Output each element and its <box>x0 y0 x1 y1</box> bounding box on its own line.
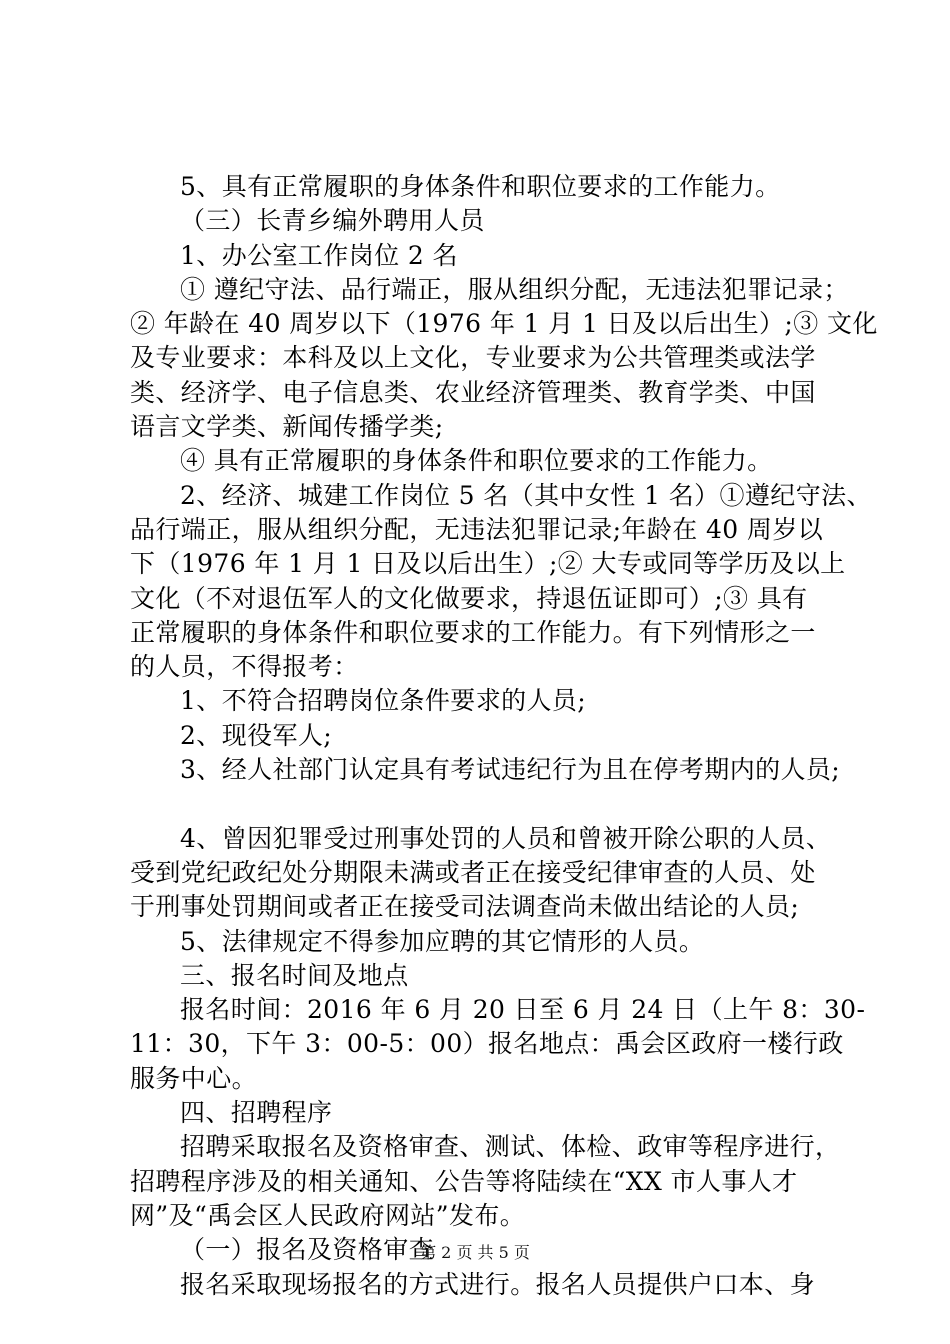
paragraph-line: ② 年龄在 40 周岁以下（1976 年 1 月 1 日及以后出生）;③ 文化 <box>130 309 878 339</box>
paragraph-line: 5、具有正常履职的身体条件和职位要求的工作能力。 <box>180 172 781 201</box>
page-footer: 第 2 页 共 5 页 <box>420 1243 530 1262</box>
paragraph-line: 2、经济、城建工作岗位 5 名（其中女性 1 名）①遵纪守法、 <box>180 480 872 510</box>
paragraph-line: 的人员，不得报考： <box>130 652 359 682</box>
paragraph-line: ④ 具有正常履职的身体条件和职位要求的工作能力。 <box>180 446 773 476</box>
paragraph-line: 服务中心。 <box>130 1063 258 1093</box>
paragraph-line: 受到党纪政纪处分期限未满或者正在接受纪律审查的人员、处 <box>130 857 816 887</box>
paragraph-line: 品行端正，服从组织分配，无违法犯罪记录;年龄在 40 周岁以 <box>130 514 824 544</box>
paragraph-line: 语言文学类、新闻传播学类; <box>130 412 444 442</box>
paragraph-line: 11：30，下午 3：00-5：00）报名地点：禹会区政府一楼行政 <box>130 1029 844 1059</box>
paragraph-line: 2、现役军人; <box>180 720 333 750</box>
paragraph-line: 四、招聘程序 <box>180 1098 333 1128</box>
paragraph-line: 报名时间：2016 年 6 月 20 日至 6 月 24 日（上午 8：30- <box>180 995 866 1025</box>
paragraph-line: 正常履职的身体条件和职位要求的工作能力。有下列情形之一 <box>130 617 816 647</box>
paragraph-line: 招聘程序涉及的相关通知、公告等将陆续在“XX 市人事人才 <box>130 1166 798 1196</box>
paragraph-line: 1、办公室工作岗位 2 名 <box>180 240 458 270</box>
paragraph-line: （一）报名及资格审查 <box>180 1235 435 1265</box>
paragraph-line: 三、报名时间及地点 <box>180 960 409 990</box>
paragraph-line: 4、曾因犯罪受过刑事处罚的人员和曾被开除公职的人员、 <box>180 823 832 853</box>
paragraph-line: 类、经济学、电子信息类、农业经济管理类、教育学类、中国 <box>130 377 816 407</box>
paragraph-line: 招聘采取报名及资格审查、测试、体检、政审等程序进行， <box>180 1132 841 1162</box>
paragraph-line: 网”及“禹会区人民政府网站”发布。 <box>130 1200 526 1230</box>
paragraph-line: 文化（不对退伍军人的文化做要求，持退伍证即可）;③ 具有 <box>130 583 808 613</box>
paragraph-line: 3、经人社部门认定具有考试违纪行为且在停考期内的人员; <box>180 755 841 785</box>
document-body <box>130 170 878 1302</box>
paragraph-line: ① 遵纪守法、品行端正，服从组织分配，无违法犯罪记录； <box>180 274 849 304</box>
blank-line <box>130 787 830 821</box>
paragraph-line: 5、法律规定不得参加应聘的其它情形的人员。 <box>180 926 705 956</box>
paragraph-line: 于刑事处罚期间或者正在接受司法调查尚未做出结论的人员; <box>130 892 800 922</box>
paragraph-line: 及专业要求：本科及以上文化，专业要求为公共管理类或法学 <box>130 343 816 373</box>
paragraph-line: （三）长青乡编外聘用人员 <box>180 206 485 236</box>
paragraph-line: 下（1976 年 1 月 1 日及以后出生）;② 大专或同等学历及以上 <box>130 549 846 579</box>
paragraph-line: 1、不符合招聘岗位条件要求的人员; <box>180 686 587 716</box>
paragraph-line: 报名采取现场报名的方式进行。报名人员提供户口本、身 <box>180 1269 816 1299</box>
